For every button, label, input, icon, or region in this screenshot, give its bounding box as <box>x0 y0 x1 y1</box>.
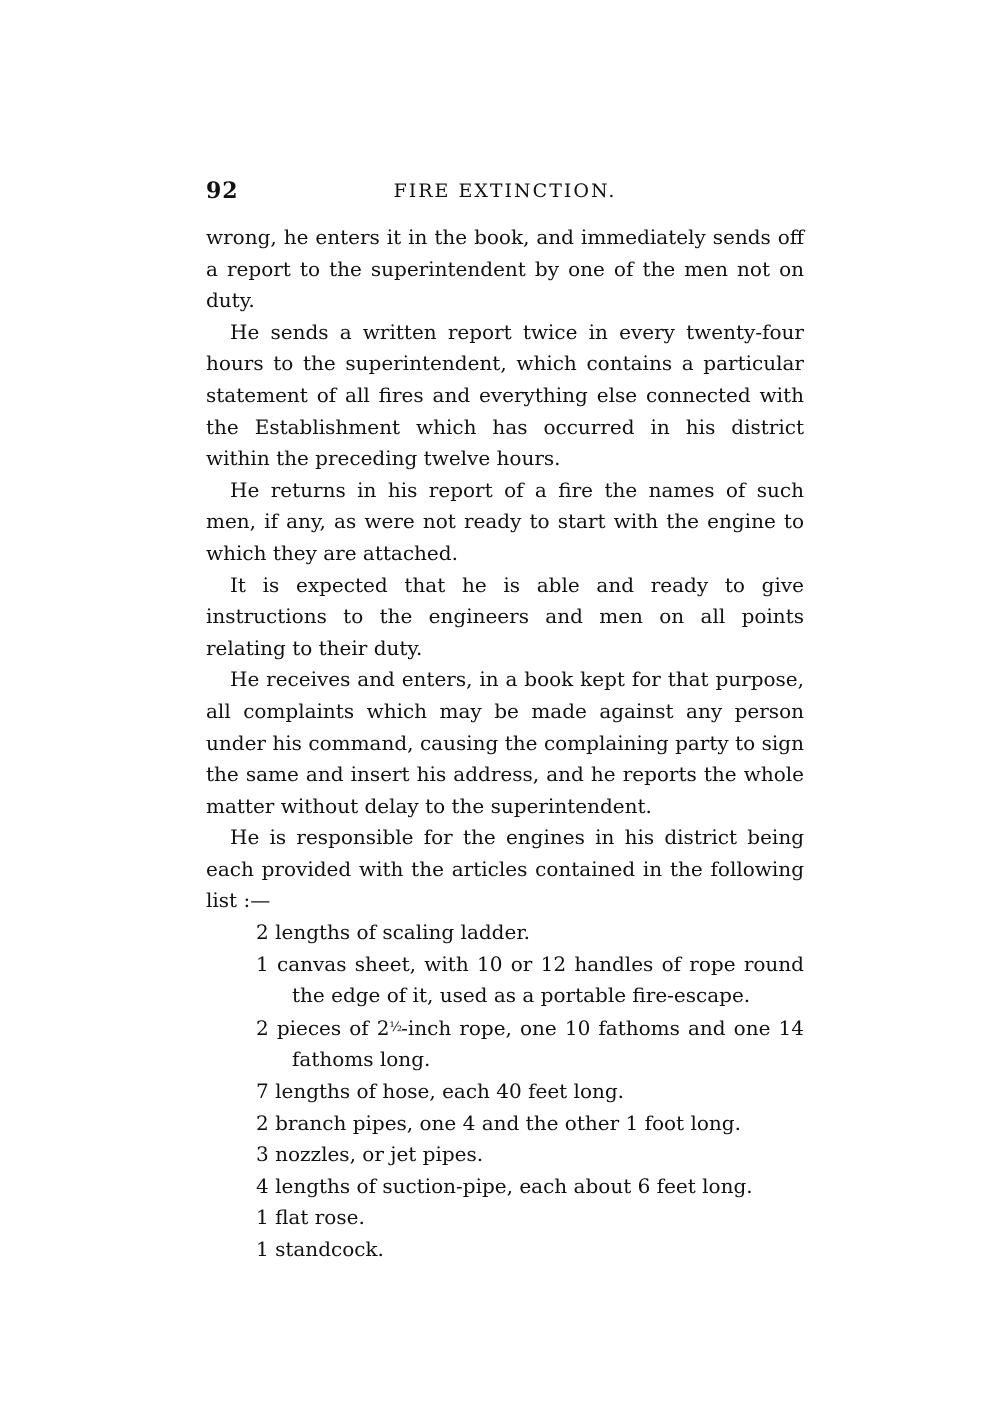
fraction: ½ <box>389 1019 402 1035</box>
paragraph: He returns in his report of a fire the names of such men, if any, as were not ready to start with the engine to which they are attached. <box>206 477 804 565</box>
list-item: 1 standcock. <box>256 1237 384 1261</box>
list-item <box>256 1012 804 1076</box>
list-item: 4 lengths of suction-pipe, each about 6 feet long. <box>256 1173 753 1198</box>
paragraph: It is expected that he is able and ready to give instructions to the engineers and men on all points relating to their duty. <box>206 572 804 660</box>
equipment-list <box>206 917 804 1266</box>
list-item: 7 lengths of hose, each 40 feet long. <box>256 1079 625 1104</box>
list-item: 2 lengths of scaling ladder. <box>256 920 531 945</box>
paragraph: He is responsible for the engines in his district being each provided with the articles contained in the following list :— <box>206 825 804 913</box>
paragraph: He sends a written report twice in every twenty-four hours to the superintendent, which contains a particular statement of all fires and everything else connected with the Establishment which has occurred in his district within the preceding twelve hours. <box>206 319 804 471</box>
list-item: 1 canvas sheet, with 10 or 12 handles of rope round the edge of it, used as a portable fire-escape. <box>256 951 804 1008</box>
running-title: FIRE EXTINCTION. <box>393 180 617 202</box>
body-text <box>206 222 804 1266</box>
list-item: 3 nozzles, or jet pipes. <box>256 1142 484 1167</box>
paragraph: He receives and enters, in a book kept for that purpose, all complaints which may be made against any person under his command, causing the complaining party to sign the same and insert his address, and he reports the whole matter without delay to the superintendent. <box>206 667 804 818</box>
page-number: 92 <box>206 178 239 204</box>
list-item: 2 branch pipes, one 4 and the other 1 foot long. <box>256 1110 741 1135</box>
list-item: 1 flat rose. <box>256 1205 365 1230</box>
list-item-text: 2 pieces of 2 <box>256 1015 390 1040</box>
page-header <box>206 178 804 206</box>
paragraph-continued: wrong, he enters it in the book, and immediately sends off a report to the superintendent by one of the men not on duty. <box>206 225 804 313</box>
list-item-text: -inch rope, one 10 fathoms and one 14 fathoms long. <box>292 1015 804 1072</box>
